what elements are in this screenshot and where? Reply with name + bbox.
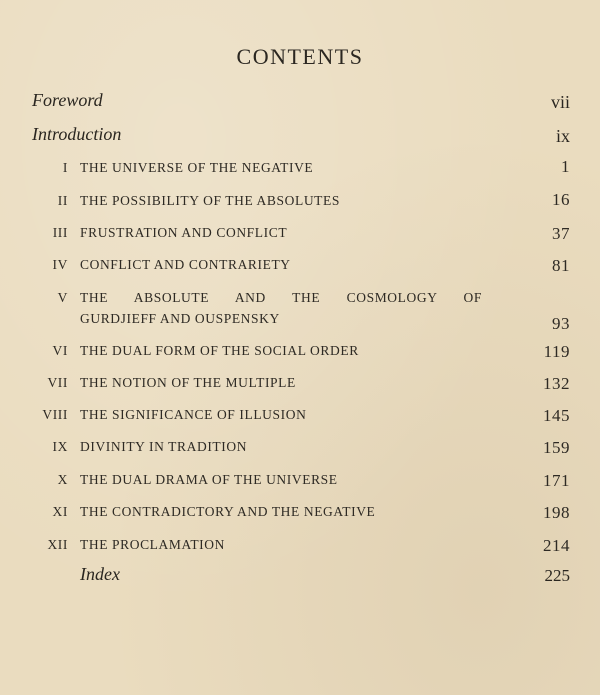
chapter-number: I: [62, 160, 68, 175]
chapter-number: VIII: [42, 407, 68, 422]
chapter-title: THE SIGNIFICANCE OF ILLUSION: [80, 407, 307, 422]
chapter-number: VII: [47, 375, 68, 390]
chapter-title: FRUSTRATION AND CONFLICT: [80, 225, 288, 240]
chapter-page: 171: [543, 471, 570, 490]
chapter-page: 145: [543, 406, 570, 425]
chapter-title: THE NOTION OF THE MULTIPLE: [80, 375, 296, 390]
introduction-label: Introduction: [32, 124, 122, 144]
chapter-title: THE CONTRADICTORY AND THE NEGATIVE: [80, 504, 376, 519]
chapter-title: THE POSSIBILITY OF THE ABSOLUTES: [80, 193, 340, 208]
chapter-title-line2: GURDJIEFF AND OUSPENSKY: [80, 311, 280, 326]
chapter-title: DIVINITY IN TRADITION: [80, 439, 248, 454]
chapter-page: 93: [552, 314, 570, 333]
chapter-number: VI: [52, 343, 68, 358]
chapter-title: THE DUAL DRAMA OF THE UNIVERSE: [80, 472, 338, 487]
chapter-number: XII: [47, 537, 68, 552]
chapter-number: II: [57, 193, 68, 208]
chapter-page: 159: [543, 438, 570, 457]
introduction-page: ix: [555, 126, 570, 146]
index-label: Index: [80, 564, 120, 584]
chapter-title: CONFLICT AND CONTRARIETY: [80, 257, 291, 272]
chapter-title-line1: THE ABSOLUTE AND THE COSMOLOGY OF: [80, 290, 482, 305]
chapter-title: THE DUAL FORM OF THE SOCIAL ORDER: [80, 343, 359, 358]
chapter-number: X: [57, 472, 68, 487]
chapter-page: 132: [543, 374, 570, 393]
chapter-page: 81: [552, 256, 570, 275]
chapter-number: IV: [52, 257, 68, 272]
chapter-title: THE PROCLAMATION: [80, 537, 225, 552]
chapter-title: THE UNIVERSE OF THE NEGATIVE: [80, 160, 314, 175]
chapter-number: V: [57, 290, 68, 305]
chapter-page: 1: [561, 157, 570, 176]
index-page: 225: [544, 566, 570, 585]
chapter-page: 119: [543, 342, 570, 361]
chapter-page: 37: [552, 224, 570, 243]
foreword-label: Foreword: [32, 90, 103, 110]
chapter-page: 214: [543, 536, 570, 555]
chapter-page: 16: [552, 190, 570, 209]
chapter-number: XI: [52, 504, 68, 519]
chapter-number: IX: [52, 439, 68, 454]
foreword-page: vii: [550, 92, 570, 112]
chapter-page: 198: [543, 503, 570, 522]
page-title: CONTENTS: [236, 44, 364, 69]
chapter-number: III: [52, 225, 68, 240]
